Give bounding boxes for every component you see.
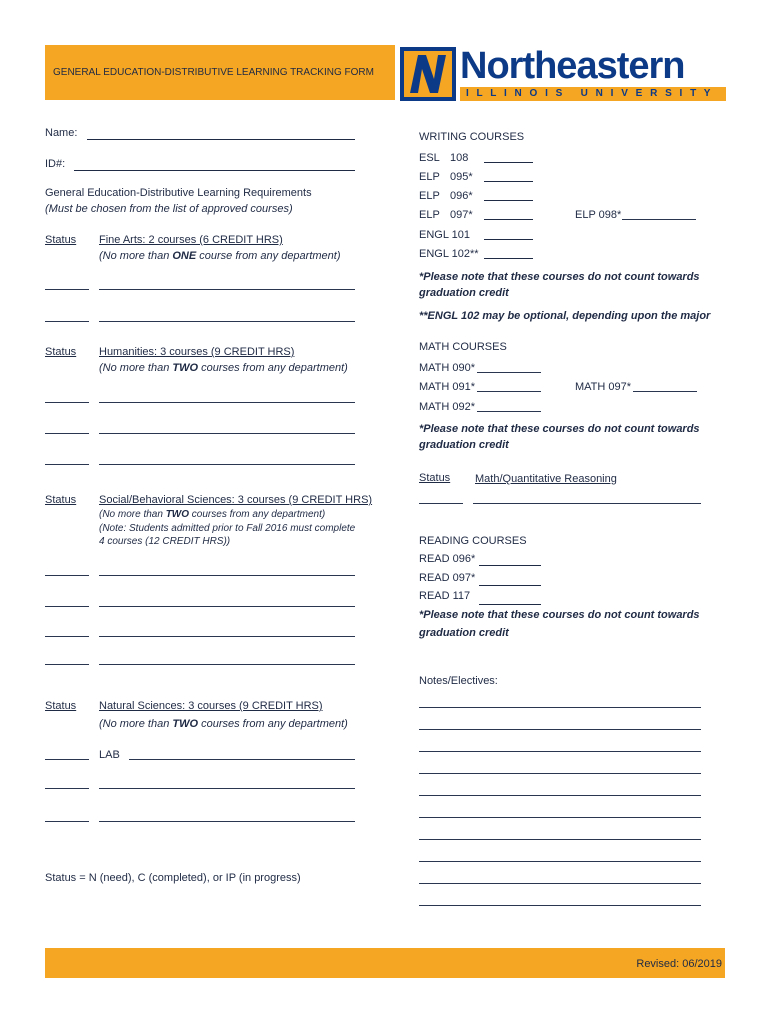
social-course-3[interactable] xyxy=(99,636,355,637)
writing-note-1: *Please note that these courses do not count towards xyxy=(419,271,700,283)
lab-course[interactable] xyxy=(129,759,355,760)
writing-row-3-num: 096* xyxy=(450,190,473,202)
notes-line[interactable] xyxy=(419,795,701,796)
math-title: MATH COURSES xyxy=(419,341,507,353)
notes-line[interactable] xyxy=(419,861,701,862)
notes-line[interactable] xyxy=(419,883,701,884)
mqr-title: Math/Quantitative Reasoning xyxy=(475,473,617,485)
footer-banner xyxy=(45,948,725,978)
read096-label: READ 096* xyxy=(419,553,476,565)
social-course-4[interactable] xyxy=(99,664,355,665)
math091-label: MATH 091* xyxy=(419,381,476,393)
notes-line[interactable] xyxy=(419,817,701,818)
reading-note-1: *Please note that these courses do not count towards xyxy=(419,609,700,621)
social-status-2[interactable] xyxy=(45,606,89,607)
humanities-course-1[interactable] xyxy=(99,402,355,403)
writing-row-4-num: 097* xyxy=(450,209,473,221)
writing-row-3-field[interactable] xyxy=(484,200,533,201)
notes-line[interactable] xyxy=(419,729,701,730)
notes-line[interactable] xyxy=(419,839,701,840)
math092-field[interactable] xyxy=(477,411,541,412)
natural-note: (No more than TWO courses from any department) xyxy=(99,718,348,730)
humanities-title: Humanities: 3 courses (9 CREDIT HRS) xyxy=(99,346,295,358)
natural-status-2[interactable] xyxy=(45,788,89,789)
natural-course-2[interactable] xyxy=(99,788,355,789)
math-note-1: *Please note that these courses do not count towards xyxy=(419,423,700,435)
engl101-field[interactable] xyxy=(484,239,533,240)
status-legend: Status = N (need), C (completed), or IP (in progress) xyxy=(45,872,301,884)
math092-label: MATH 092* xyxy=(419,401,476,413)
social-course-1[interactable] xyxy=(99,575,355,576)
reading-note-2: graduation credit xyxy=(419,627,509,639)
social-status-3[interactable] xyxy=(45,636,89,637)
notes-line[interactable] xyxy=(419,773,701,774)
revised-date: Revised: 06/2019 xyxy=(636,958,722,970)
fine-arts-note: (No more than ONE course from any department) xyxy=(99,250,341,262)
social-status-4[interactable] xyxy=(45,664,89,665)
writing-row-2-num: 095* xyxy=(450,171,473,183)
humanities-status-label: Status xyxy=(45,346,77,358)
engl102-field[interactable] xyxy=(484,258,533,259)
math097-field[interactable] xyxy=(633,391,697,392)
read117-label: READ 117 xyxy=(419,590,471,602)
humanities-note: (No more than TWO courses from any department) xyxy=(99,362,348,374)
humanities-status-3[interactable] xyxy=(45,464,89,465)
logo-wordmark: Northeastern xyxy=(460,45,685,87)
engl101-label: ENGL 101 xyxy=(419,229,470,241)
notes-line[interactable] xyxy=(419,905,701,906)
notes-line[interactable] xyxy=(419,707,701,708)
form-title: GENERAL EDUCATION-DISTRIBUTIVE LEARNING TRACKING FORM xyxy=(53,67,374,78)
fine-arts-status-1[interactable] xyxy=(45,289,89,290)
mqr-status-field[interactable] xyxy=(419,503,463,504)
fine-arts-status-label: Status xyxy=(45,234,77,246)
writing-title: WRITING COURSES xyxy=(419,131,525,143)
mqr-course-field[interactable] xyxy=(473,503,701,504)
notes-line[interactable] xyxy=(419,751,701,752)
social-note: (No more than TWO courses from any department) xyxy=(99,509,326,520)
social-status-1[interactable] xyxy=(45,575,89,576)
name-field[interactable] xyxy=(87,139,355,140)
math-note-2: graduation credit xyxy=(419,439,509,451)
writing-row-1-field[interactable] xyxy=(484,162,533,163)
logo-subtitle: I L L I N O I S U N I V E R S I T Y xyxy=(466,88,713,99)
writing-note-3: **ENGL 102 may be optional, depending upon the major xyxy=(419,310,711,322)
natural-status-lab[interactable] xyxy=(45,759,89,760)
name-label: Name: xyxy=(45,127,78,139)
read097-field[interactable] xyxy=(479,585,541,586)
fine-arts-status-2[interactable] xyxy=(45,321,89,322)
writing-row-4-field[interactable] xyxy=(484,219,533,220)
math097-label: MATH 097* xyxy=(575,381,632,393)
fine-arts-course-1[interactable] xyxy=(99,289,355,290)
elp098-field[interactable] xyxy=(622,219,696,220)
read096-field[interactable] xyxy=(479,565,541,566)
math091-field[interactable] xyxy=(477,391,541,392)
fine-arts-title: Fine Arts: 2 courses (6 CREDIT HRS) xyxy=(99,234,283,246)
natural-course-3[interactable] xyxy=(99,821,355,822)
social-note-2: (Note: Students admitted prior to Fall 2016 must complete xyxy=(99,523,356,534)
natural-status-label: Status xyxy=(45,700,77,712)
read097-label: READ 097* xyxy=(419,572,476,584)
writing-row-3-code: ELP xyxy=(419,190,440,202)
writing-row-1-code: ESL xyxy=(419,152,440,164)
social-course-2[interactable] xyxy=(99,606,355,607)
lab-label: LAB xyxy=(99,749,120,761)
id-field[interactable] xyxy=(74,170,355,171)
reading-title: READING COURSES xyxy=(419,535,527,547)
humanities-status-1[interactable] xyxy=(45,402,89,403)
humanities-course-3[interactable] xyxy=(99,464,355,465)
mqr-status-label: Status xyxy=(419,472,451,484)
writing-row-1-num: 108 xyxy=(450,152,469,164)
math090-label: MATH 090* xyxy=(419,362,476,374)
engl102-label: ENGL 102** xyxy=(419,248,479,260)
read117-field[interactable] xyxy=(479,604,541,605)
humanities-course-2[interactable] xyxy=(99,433,355,434)
math090-field[interactable] xyxy=(477,372,541,373)
social-note-3: 4 courses (12 CREDIT HRS)) xyxy=(99,536,231,547)
fine-arts-course-2[interactable] xyxy=(99,321,355,322)
natural-title: Natural Sciences: 3 courses (9 CREDIT HRS) xyxy=(99,700,323,712)
requirements-note: (Must be chosen from the list of approved courses) xyxy=(45,203,293,215)
writing-row-4-code: ELP xyxy=(419,209,440,221)
elp098-label: ELP 098* xyxy=(575,209,622,221)
humanities-status-2[interactable] xyxy=(45,433,89,434)
writing-note-2: graduation credit xyxy=(419,287,509,299)
id-label: ID#: xyxy=(45,158,66,170)
university-logo xyxy=(400,45,730,103)
requirements-title: General Education-Distributive Learning Requirements xyxy=(45,187,312,199)
writing-row-2-field[interactable] xyxy=(484,181,533,182)
notes-title: Notes/Electives: xyxy=(419,675,498,687)
social-title: Social/Behavioral Sciences: 3 courses (9 CREDIT HRS) xyxy=(99,494,373,506)
writing-row-2-code: ELP xyxy=(419,171,440,183)
social-status-label: Status xyxy=(45,494,77,506)
natural-status-3[interactable] xyxy=(45,821,89,822)
